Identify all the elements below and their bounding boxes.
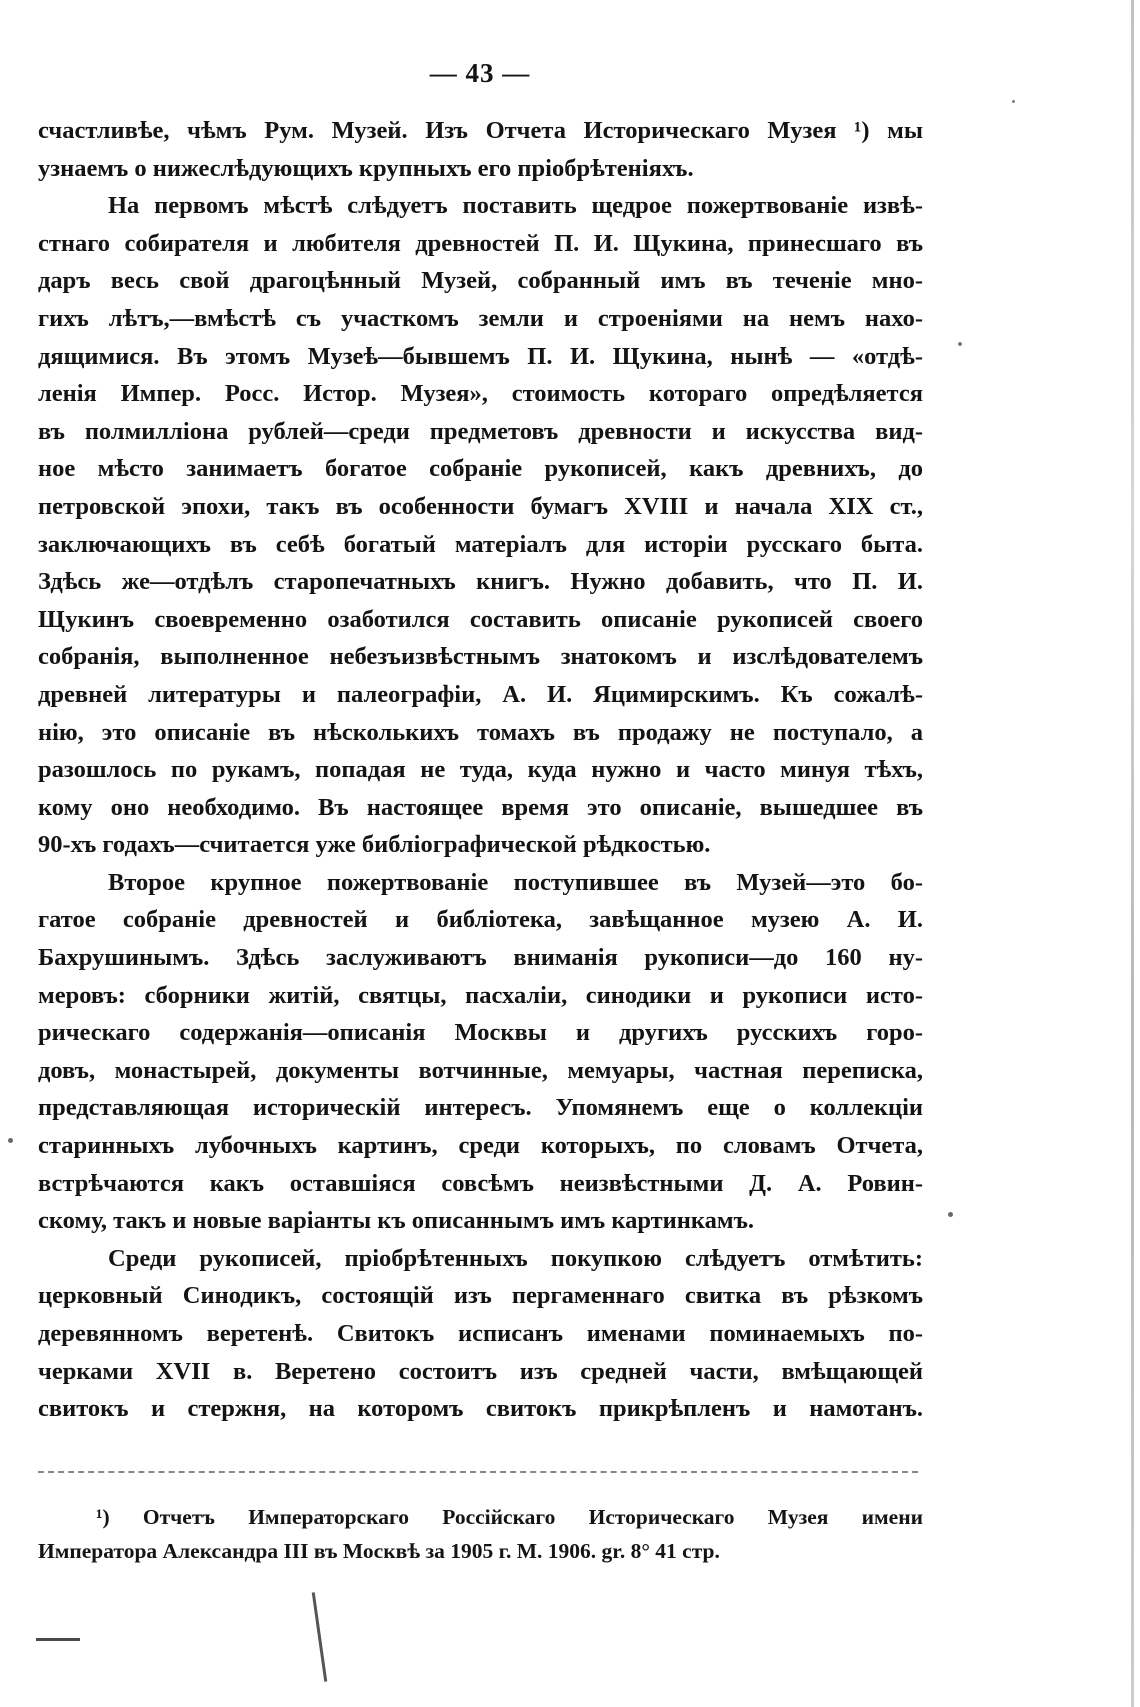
text-line: стнаго собирателя и любителя древностей П. И. Щукина, принесшаго въ (38, 229, 923, 257)
text-line: дящимися. Въ этомъ Музеѣ—бывшемъ П. И. Щукина, нынѣ — «отдѣ- (38, 342, 923, 370)
text-line: свитокъ и стержня, на которомъ свитокъ прикрѣпленъ и намотанъ. (38, 1395, 923, 1423)
page-number: — 43 — (429, 58, 531, 88)
footnote-rule (38, 1471, 918, 1473)
body-text (38, 112, 923, 1428)
text-line: церковный Синодикъ, состоящій изъ пергаменнаго свитка въ рѣзкомъ (38, 1282, 923, 1310)
scan-smudge (8, 1138, 13, 1143)
text-line: Здѣсь же—отдѣлъ старопечатныхъ книгъ. Нужно добавить, что П. И. (38, 568, 923, 596)
text-line: счастливѣе, чѣмъ Рум. Музей. Изъ Отчета Историческаго Музея ¹) мы (38, 117, 923, 144)
text-line: кому оно необходимо. Въ настоящее время это описаніе, вышедшее въ (38, 793, 923, 821)
text-line: деревянномъ веретенѣ. Свитокъ исписанъ именами поминаемыхъ по- (38, 1320, 923, 1347)
text-line: нію, это описаніе въ нѣсколькихъ томахъ въ продажу не поступало, а (38, 718, 923, 746)
text-line: Среди рукописей, пріобрѣтенныхъ покупкою слѣдуетъ отмѣтить: (108, 1244, 923, 1272)
text-line: гихъ лѣтъ,—вмѣстѣ съ участкомъ земли и строеніями на немъ нахо- (38, 304, 923, 332)
text-line: скому, такъ и новые варіанты къ описаннымъ имъ картинкамъ. (38, 1207, 754, 1235)
text-line: Щукинъ своевременно озаботился составить описаніе рукописей своего (38, 605, 923, 633)
scan-smudge (312, 1592, 327, 1682)
scan-binding-edge (1131, 0, 1134, 1707)
text-line: гатое собраніе древностей и библіотека, завѣщанное музею А. И. (38, 906, 923, 934)
text-line: ное мѣсто занимаетъ богатое собраніе рукописей, какъ древнихъ, до (38, 455, 923, 483)
footnote (38, 1500, 923, 1568)
scan-smudge (1012, 100, 1015, 103)
text-line: узнаемъ о нижеслѣдующихъ крупныхъ его пріобрѣтеніяхъ. (38, 154, 694, 182)
scan-smudge (958, 342, 962, 346)
text-line: старинныхъ лубочныхъ картинъ, среди которыхъ, по словамъ Отчета, (38, 1132, 923, 1160)
text-line: встрѣчаются какъ оставшіяся совсѣмъ неизвѣстными Д. А. Ровин- (38, 1169, 923, 1197)
text-line: Второе крупное пожертвованіе поступившее въ Музей—это бо- (108, 868, 923, 896)
text-line: Бахрушинымъ. Здѣсь заслуживаютъ вниманія рукописи—до 160 ну- (38, 944, 923, 972)
text-line: На первомъ мѣстѣ слѣдуетъ поставить щедрое пожертвованіе извѣ- (108, 192, 923, 220)
text-line: собранія, выполненное небезъизвѣстнымъ знатокомъ и изслѣдователемъ (38, 643, 923, 671)
text-line: разошлось по рукамъ, попадая не туда, куда нужно и часто минуя тѣхъ, (38, 756, 923, 784)
text-line: въ полмилліона рублей—среди предметовъ древности и искусства вид- (38, 417, 923, 445)
footnote-line: Императора Александра III въ Москвѣ за 1905 г. М. 1906. gr. 8° 41 стр. (38, 1539, 720, 1563)
footnote-line: ¹) Отчетъ Императорскаго Россійскаго Историческаго Музея имени (96, 1505, 923, 1529)
text-line: даръ весь свой драгоцѣнный Музей, собранный имъ въ теченіе мно- (38, 267, 923, 295)
text-line: заключающихъ въ себѣ богатый матеріалъ для исторіи русскаго быта. (38, 530, 923, 558)
text-line: петровской эпохи, такъ въ особенности бумагъ XVIII и начала XIX ст., (38, 492, 923, 520)
text-line: представляющая историческій интересъ. Упомянемъ еще о коллекціи (38, 1094, 923, 1122)
text-line: черками XVII в. Веретено состоитъ изъ средней части, вмѣщающей (38, 1357, 923, 1385)
scan-smudge (948, 1212, 953, 1217)
scan-smudge (36, 1638, 80, 1641)
text-line: рическаго содержанія—описанія Москвы и другихъ русскихъ горо- (38, 1019, 923, 1047)
text-line: ленія Импер. Росс. Истор. Музея», стоимость котораго опредѣляется (38, 380, 923, 408)
text-line: меровъ: сборники житій, святцы, пасхаліи, синодики и рукописи исто- (38, 981, 923, 1009)
text-line: довъ, монастырей, документы вотчинные, мемуары, частная переписка, (38, 1056, 923, 1084)
text-line: древней литературы и палеографіи, А. И. Яцимирскимъ. Къ сожалѣ- (38, 680, 923, 708)
text-line: 90-хъ годахъ—считается уже библіографической рѣдкостью. (38, 831, 711, 859)
